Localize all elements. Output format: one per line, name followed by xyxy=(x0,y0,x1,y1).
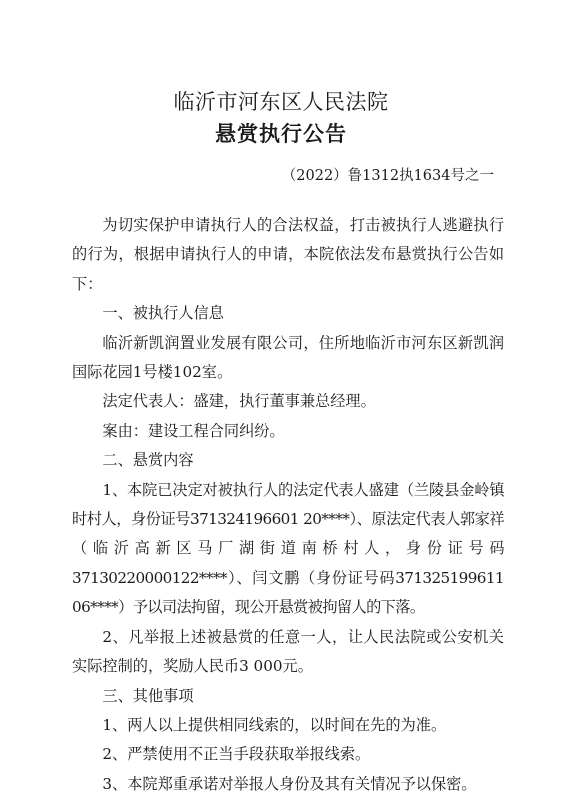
case-number: （2022）鲁1312执1634号之一 xyxy=(281,168,494,184)
other-item-1-paragraph: 1、两人以上提供相同线索的，以时间在先的为准。 xyxy=(102,715,447,734)
section-heading-executee-info: 一、被执行人信息 xyxy=(102,304,224,323)
section-heading-reward-content: 二、悬赏内容 xyxy=(102,451,194,470)
other-item-3-paragraph: 3、本院郑重承诺对举报人身份及其有关情况予以保密。 xyxy=(102,774,477,793)
case-cause-paragraph: 案由：建设工程合同纠纷。 xyxy=(102,421,285,440)
reward-item-2-paragraph: 2、凡举报上述被悬赏的任意一人，让人民法院或公安机关实际控制的，奖励人民币3 000元。 xyxy=(72,627,504,676)
notice-title: 悬赏执行公告 xyxy=(215,121,347,146)
legal-representative-paragraph: 法定代表人：盛建，执行董事兼总经理。 xyxy=(102,392,376,411)
intro-paragraph: 为切实保护申请执行人的合法权益，打击被执行人逃避执行的行为，根据申请执行人的申请，本院依法发布悬赏执行公告如下： xyxy=(72,216,504,293)
court-name: 临沂市河东区人民法院 xyxy=(173,90,389,114)
executee-company-paragraph: 临沂新凯润置业发展有限公司，住所地临沂市河东区新凯润国际花园1号楼102室。 xyxy=(72,333,504,382)
notice-body xyxy=(72,211,504,799)
section-heading-other-matters: 三、其他事项 xyxy=(102,686,194,705)
other-item-2-paragraph: 2、严禁使用不正当手段获取举报线索。 xyxy=(102,745,371,764)
reward-item-1-paragraph: 1、本院已决定对被执行人的法定代表人盛建（兰陵县金岭镇时村人，身份证号371324196601 20****）、原法定代表人郭家祥（临沂高新区马厂湖街道南桥村人，身份证号码37130220000122****）、闫文鹏（身份证号码371325199611 06****）予以司法拘留，现公开悬赏被拘留人的下落。 xyxy=(72,480,504,617)
